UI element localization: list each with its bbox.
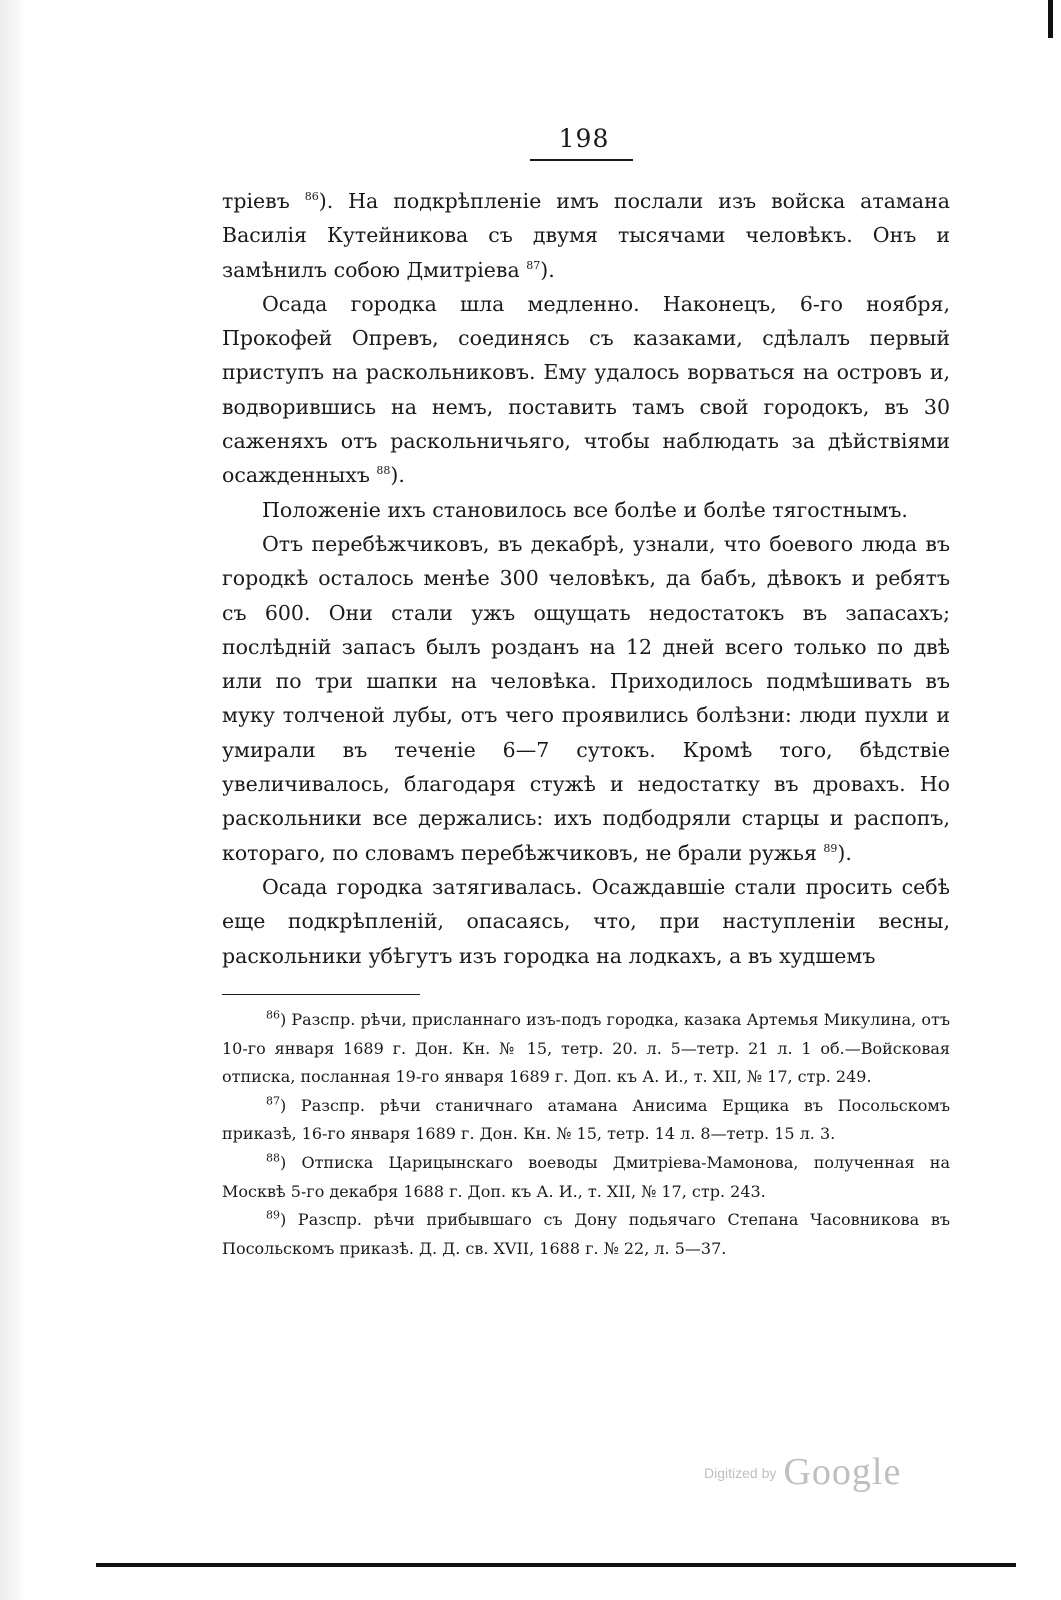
paragraph-1-text-c: ). bbox=[540, 257, 555, 282]
footnote-ref-89: 89 bbox=[823, 841, 838, 855]
footnote-mark: 87 bbox=[266, 1094, 280, 1108]
google-logo: Google bbox=[783, 1451, 902, 1493]
page-number-rule bbox=[530, 159, 633, 161]
paragraph-4 bbox=[222, 527, 950, 870]
paragraph-2-text-a: Осада городка шла медленно. Наконецъ, 6-го ноября, Прокофей Опревъ, соединясь съ казаками, сдѣлалъ первый приступъ на раскольниковъ. Ему удалось ворваться на островъ и, водворившись на немъ, поставить тамъ свой городокъ, въ 30 саженяхъ отъ раскольничьяго, чтобы наблюдать за дѣйствіями осажденныхъ bbox=[222, 291, 950, 488]
paragraph-5: Осада городка затягивалась. Осаждавшіе стали просить себѣ еще подкрѣпленій, опасаясь, что, при наступленіи весны, раскольники убѣгутъ изъ городка на лодкахъ, а въ худшемъ bbox=[222, 874, 950, 968]
paragraph-2-text-b: ). bbox=[390, 463, 405, 488]
footnote-88 bbox=[222, 1149, 950, 1206]
footnotes bbox=[222, 1006, 950, 1263]
paragraph-3: Положеніе ихъ становилось все болѣе и болѣе тягостнымъ. bbox=[262, 497, 908, 522]
footnote-text: ) Разспр. рѣчи прибывшаго съ Дону подьячаго Степана Часовникова въ Посольскомъ приказѣ. Д. Д. св. XVII, 1688 г. № 22, л. 5—37. bbox=[222, 1210, 950, 1258]
body-text bbox=[222, 184, 950, 973]
paragraph-4-text-a: Отъ перебѣжчиковъ, въ декабрѣ, узнали, что боевого люда въ городкѣ осталось менѣе 300 человѣкъ, да бабъ, дѣвокъ и ребятъ съ 600. Они стали ужъ ощущать недостатокъ въ запасахъ; послѣдній запасъ былъ розданъ на 12 дней всего только по двѣ или по три шапки на человѣка. Приходилось подмѣшивать въ муку толченой лубы, отъ чего проявились болѣзни: люди пухли и умирали въ теченіе 6—7 сутокъ. Кромѣ того, бѣдствіе увеличивалось, благодаря стужѣ и недостатку въ дровахъ. Но раскольники все держались: ихъ подбодряли старцы и распопъ, котораго, по словамъ перебѣжчиковъ, не брали ружья bbox=[222, 531, 950, 865]
footnote-separator bbox=[222, 994, 420, 995]
footnote-ref-88: 88 bbox=[376, 464, 391, 478]
paragraph-1-text-a: тріевъ bbox=[222, 189, 305, 213]
page-number: 198 bbox=[558, 124, 610, 153]
footnote-mark: 86 bbox=[266, 1008, 280, 1022]
paragraph-1 bbox=[222, 184, 950, 287]
paragraph-1-text-b: ). На подкрѣпленіе имъ послали изъ войска атамана Василія Кутейникова съ двумя тысячами человѣкъ. Онъ и замѣнилъ собою Дмитріева bbox=[222, 189, 950, 282]
digitized-by-google-watermark bbox=[704, 1450, 901, 1494]
scan-edge-mark bbox=[1048, 0, 1053, 38]
footnote-mark: 88 bbox=[266, 1151, 280, 1165]
scan-bottom-rule bbox=[96, 1563, 1016, 1567]
scan-left-edge bbox=[0, 0, 26, 1600]
footnote-ref-86: 86 bbox=[304, 190, 319, 204]
footnote-text: ) Разспр. рѣчи, присланнаго изъ-подъ городка, казака Артемья Микулина, отъ 10-го января 1689 г. Дон. Кн. № 15, тетр. 20. л. 5—тетр. 21 л. 1 об.—Войсковая отписка, посланная 19-го января 1689 г. Доп. къ А. И., т. XII, № 17, стр. 249. bbox=[222, 1010, 950, 1087]
footnote-ref-87: 87 bbox=[526, 258, 541, 272]
footnote-87 bbox=[222, 1092, 950, 1149]
paragraph-4-text-b: ). bbox=[837, 840, 852, 865]
footnote-86 bbox=[222, 1006, 950, 1092]
watermark-prefix: Digitized by bbox=[704, 1465, 777, 1481]
footnote-text: ) Разспр. рѣчи станичнаго атамана Анисима Ерщика въ Посольскомъ приказѣ, 16-го января 1689 г. Дон. Кн. № 15, тетр. 14 л. 8—тетр. 15 л. 3. bbox=[222, 1095, 950, 1144]
paragraph-2 bbox=[222, 287, 950, 493]
footnote-mark: 89 bbox=[266, 1208, 280, 1222]
footnote-text: ) Отписка Царицынскаго воеводы Дмитріева-Мамонова, полученная на Москвѣ 5-го декабря 1688 г. Доп. къ А. И., т. XII, № 17, стр. 243. bbox=[222, 1152, 950, 1201]
footnote-89 bbox=[222, 1206, 950, 1263]
